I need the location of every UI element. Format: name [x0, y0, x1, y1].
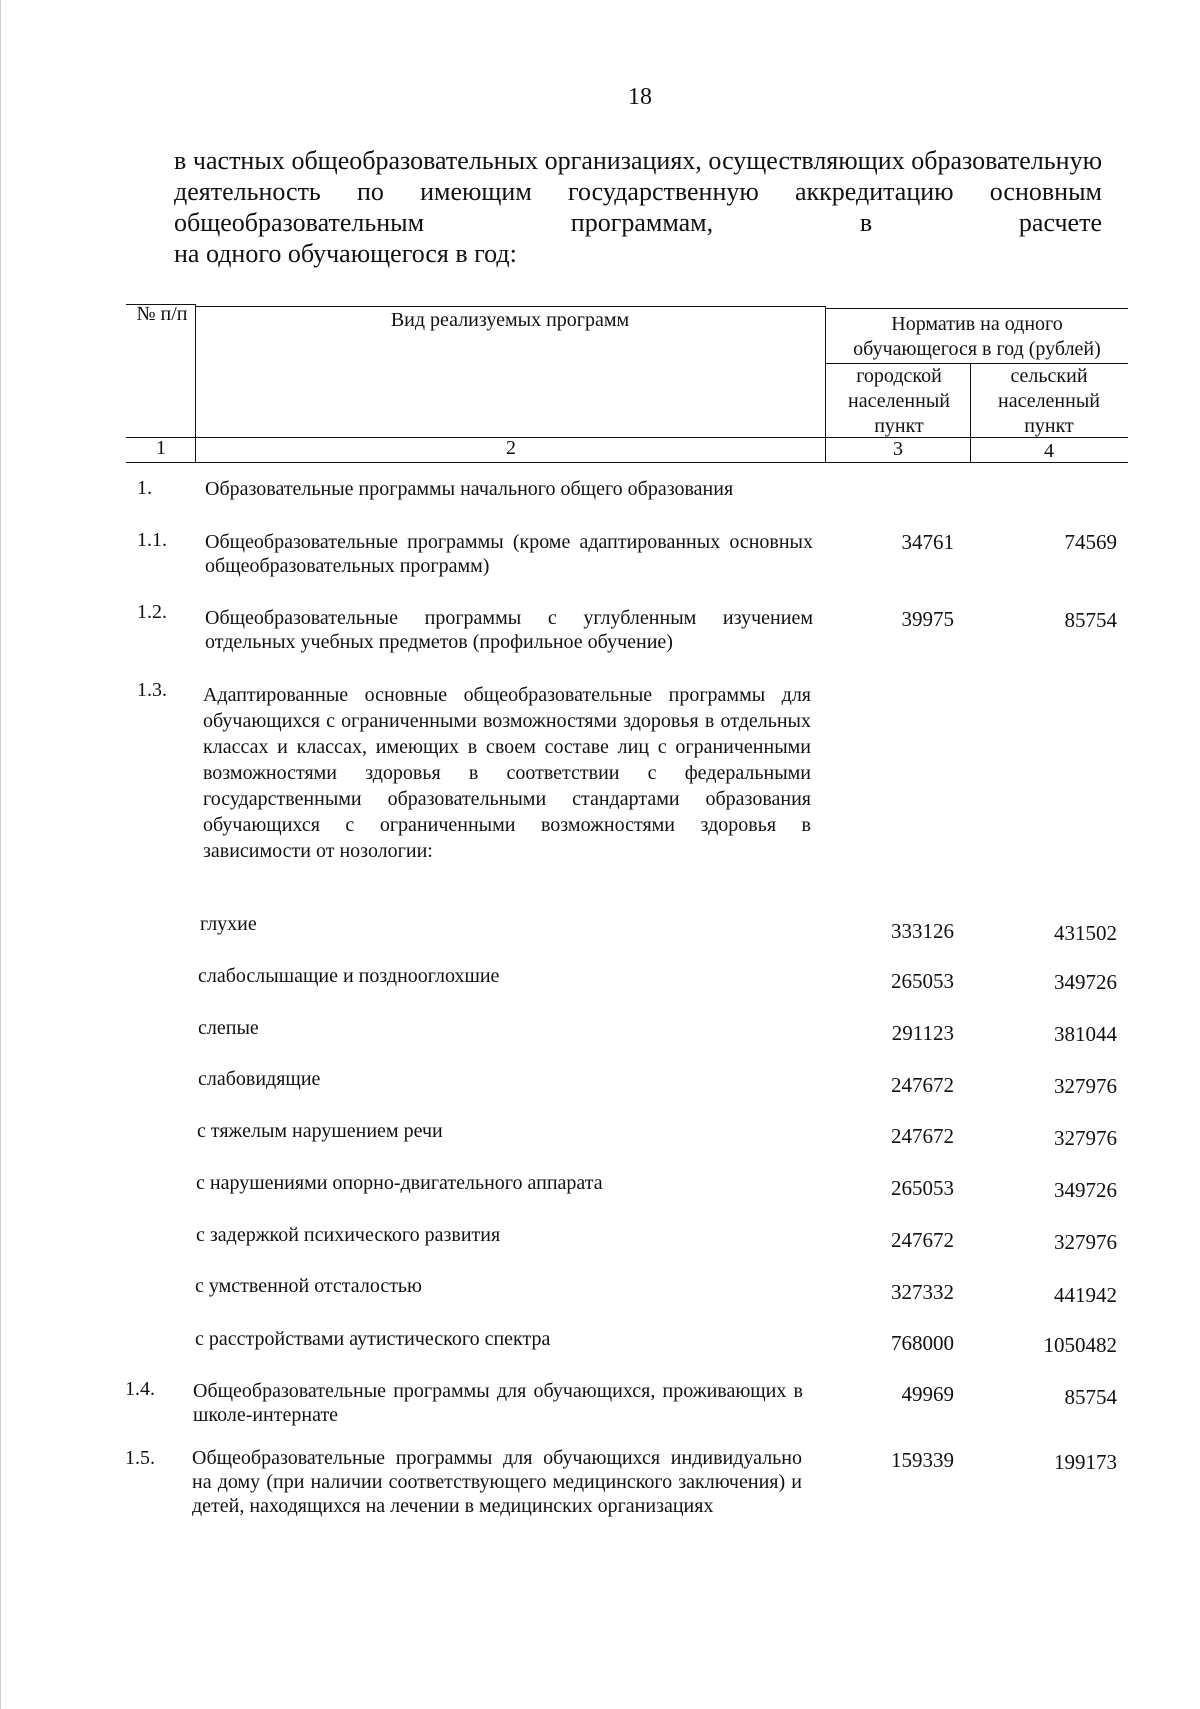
intro-last-line: на одного обучающегося в год:	[174, 239, 517, 268]
row-number: 1.2.	[137, 601, 167, 623]
row-number: 1.	[137, 477, 152, 499]
intro-paragraph: в частных общеобразовательных организациях, осуществляющих образовательную деятельность по имеющим государственную аккредитацию основным общеобразовательным программам, в расчете	[174, 146, 1102, 237]
scan-edge	[0, 0, 1, 1709]
value-city: 39975	[901, 607, 954, 631]
value-city: 768000	[891, 1331, 954, 1355]
value-city: 247672	[891, 1228, 954, 1252]
value-rural: 327976	[1054, 1230, 1117, 1254]
page-number: 18	[628, 84, 652, 110]
row-text: Общеобразовательные программы с углубленным изучением отдельных учебных предметов (профильное обучение)	[205, 607, 813, 653]
value-rural: 431502	[1054, 921, 1117, 945]
value-city: 327332	[891, 1280, 954, 1304]
row-text: с нарушениями опорно-двигательного аппарата	[196, 1172, 603, 1194]
row-text: с умственной отсталостью	[195, 1275, 422, 1297]
value-rural: 85754	[1064, 1385, 1117, 1409]
row-number: 1.5.	[125, 1447, 155, 1469]
value-rural: 349726	[1054, 1178, 1117, 1202]
value-rural: 441942	[1054, 1283, 1117, 1307]
row-text: слабослышащие и позднооглохшие	[198, 965, 500, 987]
header-rural: сельский населенный пункт	[998, 365, 1100, 437]
row-text: с тяжелым нарушением речи	[197, 1120, 443, 1142]
row-text: Образовательные программы начального общего образования	[205, 478, 734, 500]
value-rural: 327976	[1054, 1126, 1117, 1150]
row-text: с задержкой психического развития	[196, 1224, 501, 1246]
row-text: Общеобразовательные программы для обучающихся, проживающих в школе-интернате	[193, 1380, 803, 1426]
value-city: 34761	[901, 530, 954, 554]
value-rural: 1050482	[1043, 1333, 1117, 1357]
value-city: 247672	[891, 1073, 954, 1097]
row-number: 1.1.	[137, 529, 167, 551]
value-city: 247672	[891, 1124, 954, 1148]
header-index-4: 4	[1044, 440, 1054, 462]
value-rural: 349726	[1054, 970, 1117, 994]
value-rural: 199173	[1054, 1450, 1117, 1474]
header-index-1: 1	[156, 437, 166, 459]
value-city: 291123	[891, 1021, 954, 1045]
row-text: слабовидящие	[198, 1068, 321, 1090]
value-city: 265053	[891, 969, 954, 993]
value-rural: 85754	[1064, 608, 1117, 632]
header-number-col: № п/п	[136, 303, 188, 325]
row-text: глухие	[200, 913, 257, 935]
row-text: слепые	[198, 1017, 259, 1039]
row-number: 1.3.	[137, 679, 167, 701]
row-text: Общеобразовательные программы (кроме адаптированных основных общеобразовательных программ)	[205, 531, 813, 577]
value-city: 265053	[891, 1176, 954, 1200]
value-rural: 74569	[1064, 530, 1117, 554]
value-rural: 327976	[1054, 1074, 1117, 1098]
header-norm: Норматив на одного обучающегося в год (рублей)	[853, 313, 1101, 360]
value-city: 333126	[891, 919, 954, 943]
header-index-2: 2	[506, 437, 516, 459]
row-text: Общеобразовательные программы для обучающихся индивидуально на дому (при наличии соответствующего медицинского заключения) и детей, находящихся на лечении в медицинских организациях	[192, 1447, 802, 1517]
value-city: 159339	[891, 1448, 954, 1472]
row-text: с расстройствами аутистического спектра	[195, 1328, 551, 1350]
header-city: городской населенный пункт	[848, 365, 950, 437]
row-text: Адаптированные основные общеобразовательные программы для обучающихся с ограниченными возможностями здоровья в отдельных классах и классах, имеющих в своем составе лиц с ограниченными возможностями здоровья в соответствии с федеральными государственными образовательными стандартами образования обучающихся с ограниченными возможностями здоровья в зависимости от нозологии:	[203, 684, 811, 862]
value-city: 49969	[901, 1382, 954, 1406]
header-index-3: 3	[893, 438, 903, 460]
value-rural: 381044	[1054, 1022, 1117, 1046]
header-program-kind: Вид реализуемых программ	[390, 309, 630, 331]
row-number: 1.4.	[125, 1378, 155, 1400]
